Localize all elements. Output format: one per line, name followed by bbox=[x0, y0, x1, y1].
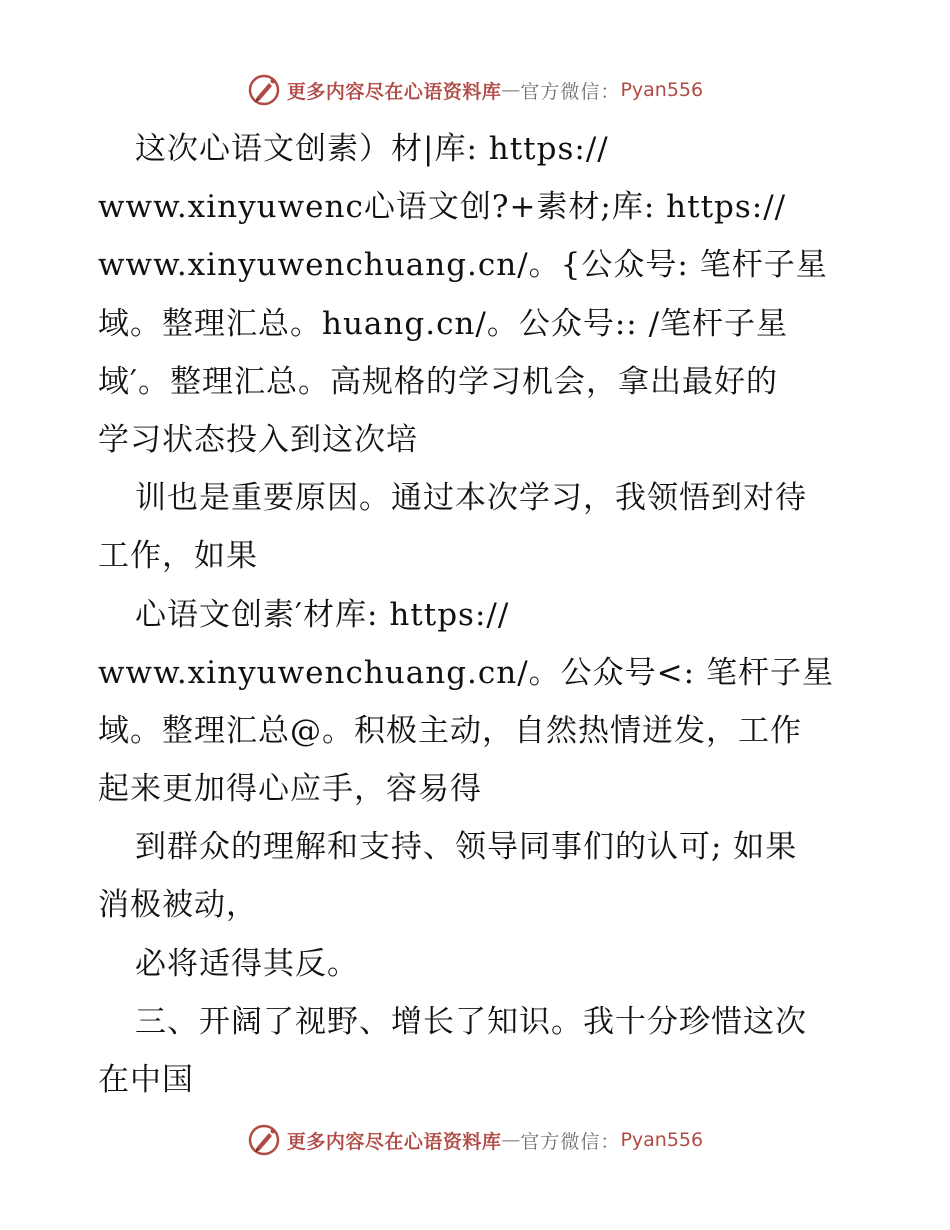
text-line: 起来更加得心应手，容易得 bbox=[98, 771, 482, 808]
header-banner bbox=[0, 70, 950, 110]
text-line: www.xinyuwenc心语文创?+素材;库: https:// bbox=[98, 189, 787, 226]
text-line: 工作，如果 bbox=[98, 538, 258, 575]
banner-label: 官方微信： bbox=[520, 1130, 621, 1153]
banner-separator: — bbox=[501, 79, 521, 101]
banner-prefix: 更多内容尽在心语资料库 bbox=[286, 1130, 502, 1153]
text-line: 心语文创素′材库: https:// bbox=[135, 596, 510, 633]
text-line: 这次心语文创素）材|库: https:// bbox=[135, 131, 609, 167]
pen-nib-logo-icon bbox=[247, 73, 281, 107]
text-line: 三、开阔了视野、增长了知识。我十分珍惜这次 bbox=[135, 1003, 807, 1040]
text-line: www.xinyuwenchuang.cn/。公众号<: 笔杆子星 bbox=[98, 654, 834, 691]
footer-banner bbox=[0, 1120, 950, 1160]
text-line: 域。整理汇总。huang.cn/。公众号:: /笔杆子星 bbox=[98, 305, 789, 342]
document-body bbox=[98, 120, 888, 1109]
text-line: 训也是重要原因。通过本次学习，我领悟到对待 bbox=[135, 480, 807, 517]
text-line: 必将适得其反。 bbox=[135, 945, 359, 982]
banner-wechat-id: Pyan556 bbox=[620, 1129, 704, 1151]
banner-wechat-id: Pyan556 bbox=[620, 79, 704, 101]
banner-label: 官方微信： bbox=[520, 80, 621, 103]
text-line: 域。整理汇总@。积极主动，自然热情迸发，工作 bbox=[98, 712, 802, 749]
text-line: 在中国 bbox=[98, 1062, 194, 1098]
pen-nib-logo-icon bbox=[247, 1123, 281, 1157]
text-line: 域′。整理汇总。高规格的学习机会，拿出最好的 bbox=[98, 363, 779, 400]
banner-prefix: 更多内容尽在心语资料库 bbox=[286, 80, 502, 103]
text-line: 消极被动， bbox=[98, 887, 258, 924]
text-line: www.xinyuwenchuang.cn/。{公众号: 笔杆子星 bbox=[98, 247, 828, 284]
text-line: 到群众的理解和支持、领导同事们的认可; 如果 bbox=[135, 829, 798, 866]
text-line: 学习状态投入到这次培 bbox=[98, 421, 418, 458]
banner-separator: — bbox=[501, 1129, 521, 1151]
